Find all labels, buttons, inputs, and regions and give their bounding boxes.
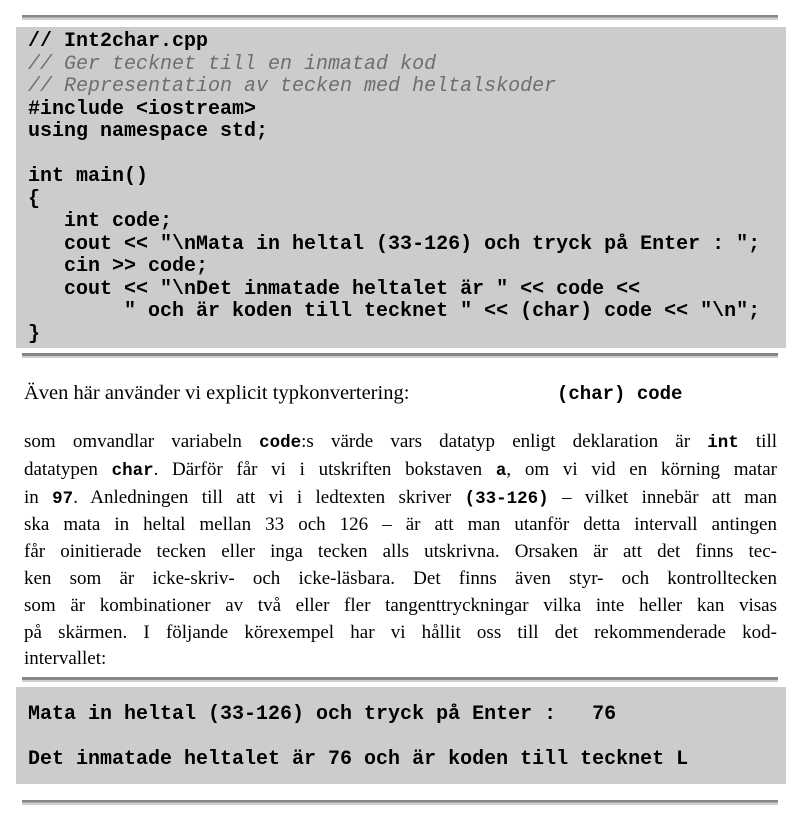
inline-code-token: code xyxy=(259,433,302,453)
code-callout: (char) code xyxy=(557,383,683,405)
text-segment: . Anledningen till att vi i ledtexten skriver xyxy=(73,486,465,508)
code-line: " och är koden till tecknet " << (char) code << "\n"; xyxy=(28,300,761,323)
code-line: cout << "\nMata in heltal (33-126) och tryck på Enter : "; xyxy=(28,232,761,256)
inline-code-token: int xyxy=(707,433,739,453)
code-line: { xyxy=(28,187,41,211)
body-text-line xyxy=(24,566,777,593)
code-line: // Int2char.cpp xyxy=(28,30,209,53)
console-output-line: Mata in heltal (33-126) och tryck på Enter : 76 xyxy=(28,703,617,727)
bottom-divider xyxy=(22,800,778,805)
console-output-line xyxy=(28,727,786,750)
text-segment: ken som är icke-skriv- och icke-läsbara. Det finns även styr- och kontrolltecken xyxy=(24,567,777,589)
inline-code-token: char xyxy=(111,460,154,481)
inline-code-token: (33-126) xyxy=(464,488,549,509)
intro-text: Även här använder vi explicit typkonvertering: xyxy=(24,382,410,404)
body-paragraph-intro xyxy=(24,382,776,409)
text-segment: – vilket innebär att man xyxy=(548,486,778,508)
body-text-line xyxy=(24,593,777,620)
code-comment-line: // Ger tecknet till en inmatad kod xyxy=(28,52,437,76)
text-segment: till xyxy=(738,431,778,452)
code-line: int code; xyxy=(28,210,173,233)
console-output-line: Det inmatade heltalet är 76 och är koden till tecknet L xyxy=(28,748,689,772)
code-line: } xyxy=(28,322,41,346)
text-segment: som är kombinationer av två eller fler tangenttryckningar vilka inte heller kan visas xyxy=(24,594,777,616)
body-text-line xyxy=(24,512,777,539)
text-segment: som omvandlar variabeln xyxy=(24,431,260,452)
body-text-line xyxy=(24,646,777,673)
text-segment: datatypen xyxy=(24,458,112,480)
text-segment: in xyxy=(24,486,53,508)
console-divider-top xyxy=(22,677,778,682)
code-line: cout << "\nDet inmatade heltalet är " << code << xyxy=(28,277,641,301)
body-text-line xyxy=(24,485,777,513)
body-text-line xyxy=(24,620,777,647)
body-text-line xyxy=(24,457,777,485)
text-segment: , om vi vid en körning matar xyxy=(506,458,777,480)
code-line: #include <iostream> xyxy=(28,97,257,121)
code-listing-divider xyxy=(22,353,778,358)
body-text-line xyxy=(24,429,777,457)
code-line: using namespace std; xyxy=(28,120,269,143)
text-segment: på skärmen. I följande körexempel har vi hållit oss till det rekommenderade kod- xyxy=(24,621,777,643)
body-text-line xyxy=(24,539,777,566)
text-segment: . Därför får vi i utskriften bokstaven xyxy=(153,458,496,480)
text-segment: :s värde vars datatyp enligt deklaration är xyxy=(301,431,708,452)
inline-code-token: 97 xyxy=(52,488,74,509)
code-comment-line: // Representation av tecken med heltalskoder xyxy=(28,75,557,98)
body-paragraph-main xyxy=(24,429,777,673)
code-line: cin >> code; xyxy=(28,255,209,278)
code-listing xyxy=(16,27,786,348)
text-segment: ska mata in heltal mellan 33 och 126 – är att man utanför detta intervall antingen xyxy=(24,514,777,536)
code-line xyxy=(28,144,786,167)
console-output xyxy=(16,687,786,784)
inline-code-token: a xyxy=(495,460,507,481)
document-page xyxy=(0,15,800,805)
text-segment: intervallet: xyxy=(24,648,107,670)
top-divider xyxy=(22,15,778,20)
text-segment: får oinitierade tecken eller inga tecken alls utskrivna. Orsaken är att det finns tec- xyxy=(24,541,777,563)
code-line: int main() xyxy=(28,165,149,188)
